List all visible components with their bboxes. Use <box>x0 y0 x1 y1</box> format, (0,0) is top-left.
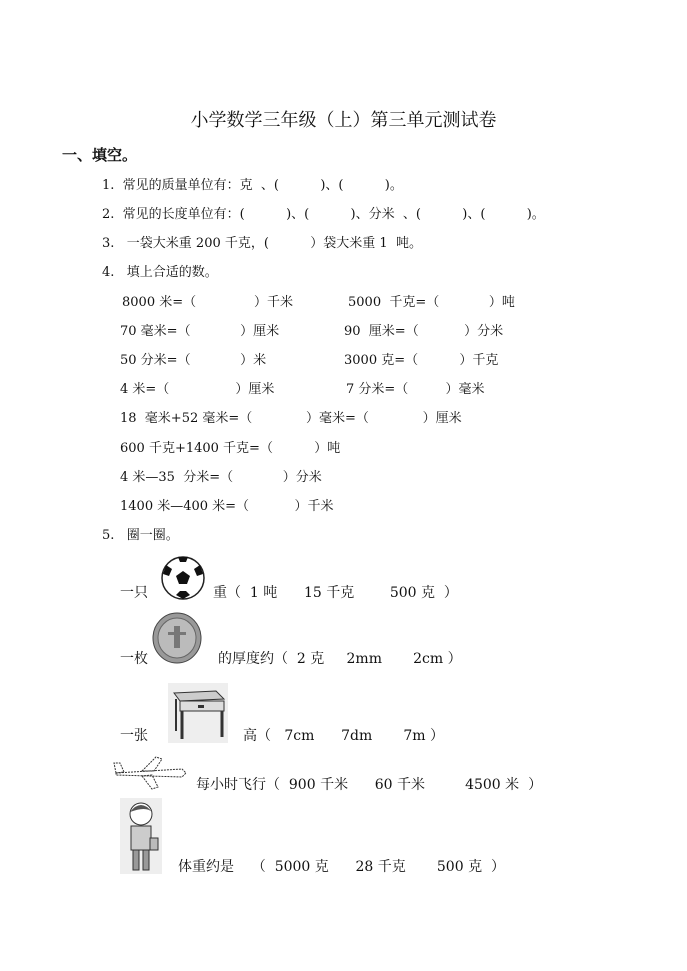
section-heading: 一、填空。 <box>62 146 138 164</box>
choice-options: 的厚度约（ 2 克 2mm 2cm ） <box>218 651 462 667</box>
item-label: 一张 <box>120 728 148 744</box>
item-label: 一枚 <box>120 651 148 667</box>
coin-icon <box>152 612 202 664</box>
conversion-item: 4 米=（ ）厘米 <box>120 382 275 397</box>
question-5: 5. 圈一圈。 <box>102 528 179 543</box>
conversion-item: 70 毫米=（ ）厘米 <box>120 324 280 339</box>
question-3: 3. 一袋大米重 200 千克，( ）袋大米重 1 吨。 <box>102 236 422 251</box>
item-label: 一只 <box>120 585 148 601</box>
choice-options: 重（ 1 吨 15 千克 500 克 ） <box>213 585 458 601</box>
conversion-item: 7 分米=（ ）毫米 <box>346 382 485 397</box>
question-4: 4. 填上合适的数。 <box>102 265 218 280</box>
conversion-item: 1400 米—400 米=（ ）千米 <box>120 499 334 514</box>
conversion-item: 8000 米=（ ）千米 <box>122 295 293 310</box>
question-1: 1. 常见的质量单位有：克 、( )、( )。 <box>102 178 403 193</box>
conversion-item: 600 千克+1400 千克=（ ）吨 <box>120 441 341 456</box>
conversion-item: 5000 千克=（ ）吨 <box>348 295 515 310</box>
conversion-item: 90 厘米=（ ）分米 <box>344 324 504 339</box>
question-2: 2. 常见的长度单位有：( )、( )、分米 、( )、( )。 <box>102 207 545 222</box>
choice-options: 每小时飞行（ 900 千米 60 千米 4500 米 ） <box>196 777 543 793</box>
choice-options: 高（ 7cm 7dm 7m ） <box>243 728 445 744</box>
choice-options: 体重约是 （ 5000 克 28 千克 500 克 ） <box>178 859 505 875</box>
page-title: 小学数学三年级（上）第三单元测试卷 <box>190 110 497 131</box>
soccer-ball-icon <box>160 555 206 601</box>
airplane-icon <box>112 755 188 791</box>
conversion-item: 3000 克=（ ）千克 <box>344 353 499 368</box>
table-icon <box>168 683 228 743</box>
conversion-item: 18 毫米+52 毫米=（ ）毫米=（ ）厘米 <box>120 411 462 426</box>
conversion-item: 50 分米=（ ）米 <box>120 353 267 368</box>
conversion-item: 4 米—35 分米=（ ）分米 <box>120 470 322 485</box>
boy-icon <box>120 798 162 874</box>
